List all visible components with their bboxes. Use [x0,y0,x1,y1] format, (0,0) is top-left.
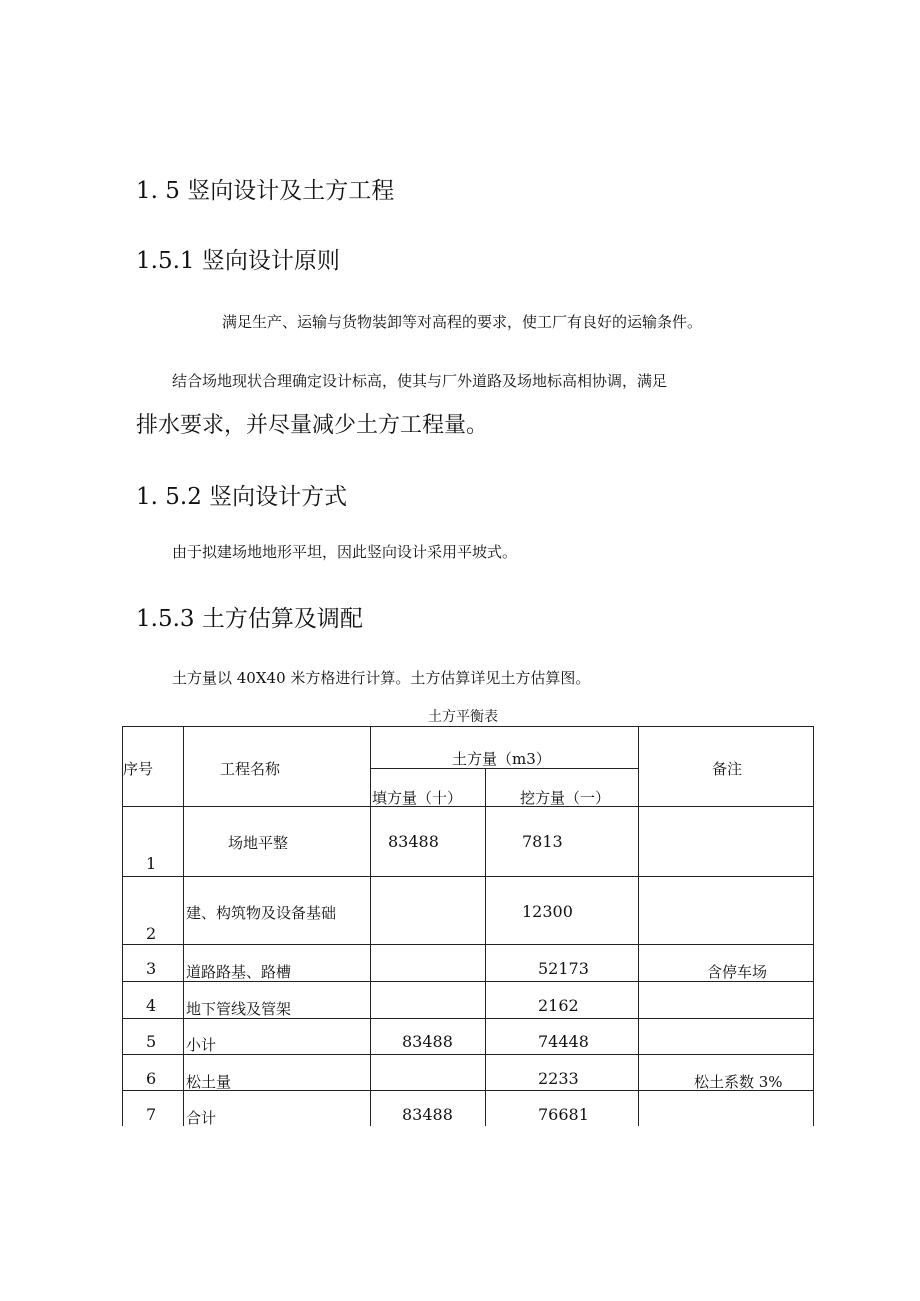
row-4-no: 4 [146,996,157,1015]
table-border-right [813,726,814,1126]
table-rule [638,726,639,1126]
row-7-fill: 83488 [402,1105,453,1124]
table-rule [183,726,184,1126]
table-caption: 土方平衡表 [428,709,498,725]
section-title-1-5-1: 1.5.1 竖向设计原则 [136,248,340,274]
row-6-name: 松土量 [186,1073,232,1091]
row-3-remark: 含停车场 [707,963,768,981]
header-fill: 填方量（十） [372,789,463,807]
table-rule [122,1054,814,1055]
paragraph-design-method: 由于拟建场地地形平坦，因此竖向设计采用平坡式。 [172,543,518,561]
header-name: 工程名称 [220,760,281,778]
row-7-cut: 76681 [538,1105,589,1124]
row-1-cut: 7813 [522,832,563,851]
header-volume: 土方量（m3） [452,750,551,768]
table-border-top [122,726,814,727]
earthwork-balance-table [122,726,814,1126]
row-6-remark: 松土系数 3% [694,1073,783,1091]
section-title-1-5-2: 1. 5.2 竖向设计方式 [136,484,348,510]
row-5-cut: 74448 [538,1032,589,1051]
row-4-cut: 2162 [538,996,579,1015]
header-remark: 备注 [712,760,743,778]
header-no: 序号 [123,760,154,778]
section-title-1-5: 1. 5 竖向设计及土方工程 [136,178,395,204]
row-5-fill: 83488 [402,1032,453,1051]
table-rule [122,806,814,807]
row-1-no: 1 [146,854,157,873]
table-rule [485,768,486,1126]
header-cut: 挖方量（一） [520,789,611,807]
row-4-name: 地下管线及管架 [186,1000,292,1018]
row-3-name: 道路路基、路槽 [186,963,292,981]
row-5-name: 小计 [186,1036,217,1054]
row-7-name: 合计 [186,1109,217,1127]
table-rule [370,726,371,1126]
table-border-left [122,726,123,1126]
row-1-name: 场地平整 [228,834,289,852]
row-2-no: 2 [146,924,157,943]
table-rule [122,876,814,877]
row-6-no: 6 [146,1069,157,1088]
paragraph-elevation-line2: 排水要求，并尽量减少土方工程量。 [136,413,489,438]
row-2-name: 建、构筑物及设备基础 [186,904,337,922]
row-3-cut: 52173 [538,959,589,978]
row-5-no: 5 [146,1032,157,1051]
paragraph-transport: 满足生产、运输与货物装卸等对高程的要求，使工厂有良好的运输条件。 [222,313,703,331]
row-1-fill: 83488 [388,832,439,851]
row-7-no: 7 [146,1105,157,1124]
paragraph-earthwork-calc: 土方量以 40X40 米方格进行计算。土方估算详见土方估算图。 [172,669,591,687]
paragraph-elevation-line1: 结合场地现状合理确定设计标高，使其与厂外道路及场地标高相协调，满足 [172,372,668,390]
row-2-cut: 12300 [522,902,573,921]
section-title-1-5-3: 1.5.3 土方估算及调配 [136,606,363,632]
table-rule [122,944,814,945]
row-6-cut: 2233 [538,1069,579,1088]
row-3-no: 3 [146,959,157,978]
